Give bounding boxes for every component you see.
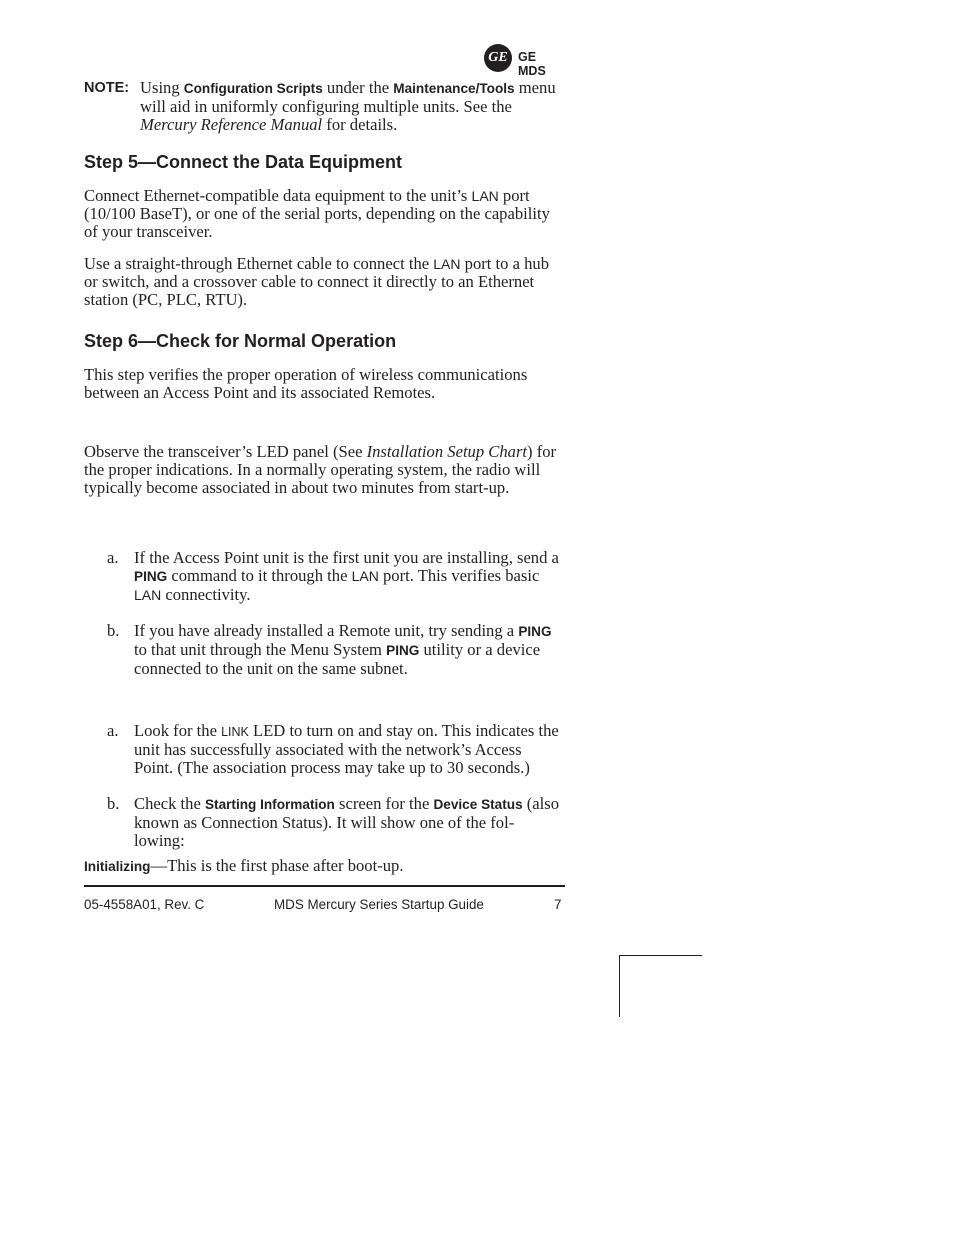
crop-mark-vertical: [619, 955, 620, 1017]
keyword-starting-information: Starting Information: [204, 797, 335, 812]
item-text: screen for the: [334, 794, 434, 813]
note-text: under the: [322, 78, 394, 97]
keyword-maintenance-tools: Maintenance/Tools: [393, 81, 515, 96]
step6-paragraph-2: [84, 443, 564, 497]
list-item-letter: a.: [107, 548, 119, 567]
step6-paragraph-1: This step verifies the proper operation of wireless communications between an Access Point and its associated Remotes.: [84, 365, 528, 402]
list-item-letter: a.: [107, 721, 119, 740]
initializing-line: [84, 857, 564, 876]
note-body: [140, 79, 570, 134]
item-text: LED to turn on and stay on. This indicates the unit has successfully associated with the network’s Access Point. (The association process may take up to 30 seconds.): [134, 721, 559, 777]
note-text: Using: [140, 78, 184, 97]
item-text: (also known as Connection Status). It will show one of the fol-lowing:: [134, 794, 560, 850]
crop-mark-horizontal: [619, 955, 702, 956]
brand-name: GE MDS: [518, 50, 546, 78]
step5-heading: Step 5—Connect the Data Equipment: [84, 152, 403, 172]
keyword-ping: PING: [386, 643, 420, 658]
list-item-letter: b.: [107, 794, 120, 813]
keyword-lan: LAN: [134, 587, 162, 603]
keyword-link: LINK: [221, 725, 249, 739]
keyword-ping: PING: [518, 624, 552, 639]
para-text: ) for the proper indications. In a normally operating system, the radio will typically become associated in about two minutes from start-up.: [84, 442, 557, 497]
item-text: connectivity.: [161, 585, 251, 604]
para-text: Observe the transceiver’s LED panel (See: [84, 442, 367, 461]
item-text: utility or a device connected to the unit on the same subnet.: [134, 640, 541, 678]
note-text: menu will aid in uniformly configuring multiple units. See the: [140, 78, 556, 116]
footer-page-number: 7: [554, 897, 562, 912]
item-text: port. This verifies basic: [378, 566, 540, 585]
para-text: port (10/100 BaseT), or one of the serial ports, depending on the capability of your transceiver.: [84, 186, 550, 241]
item-text: to that unit through the Menu System: [134, 640, 387, 659]
list-item: [134, 549, 564, 604]
item-text: command to it through the: [167, 566, 352, 585]
keyword-lan: LAN: [351, 568, 379, 584]
item-text: Check the: [134, 794, 205, 813]
footer-title: MDS Mercury Series Startup Guide: [274, 897, 484, 912]
list-item: [134, 622, 564, 678]
list-item-letter: b.: [107, 621, 120, 640]
note-text: for details.: [322, 115, 398, 134]
keyword-ping: PING: [134, 569, 168, 584]
para-text: Use a straight-through Ethernet cable to connect the: [84, 254, 434, 273]
para-text: port to a hub or switch, and a crossover cable to connect it directly to an Ethernet station (PC, PLC, RTU).: [84, 254, 549, 309]
note-label: NOTE:: [84, 80, 130, 96]
list-item: [134, 795, 564, 850]
chart-reference: Installation Setup Chart: [366, 442, 528, 461]
footer-doc-number: 05-4558A01, Rev. C: [84, 897, 205, 912]
step5-paragraph-2: [84, 255, 564, 309]
ge-mds-logo: [484, 44, 564, 78]
keyword-device-status: Device Status: [433, 797, 523, 812]
keyword-lan: LAN: [471, 188, 499, 204]
keyword-lan: LAN: [433, 256, 461, 272]
item-text: If the Access Point unit is the first unit you are installing, send a: [134, 548, 559, 567]
para-text: Connect Ethernet-compatible data equipment to the unit’s: [84, 186, 472, 205]
item-text: If you have already installed a Remote unit, try sending a: [134, 621, 519, 640]
footer-rule: [84, 885, 565, 887]
term-initializing: Initializing: [84, 859, 151, 874]
manual-reference: Mercury Reference Manual: [140, 115, 323, 134]
ge-logo-icon: GE: [484, 44, 512, 72]
term-description: —This is the first phase after boot-up.: [150, 856, 404, 875]
list-item: [134, 722, 564, 777]
step5-paragraph-1: [84, 187, 564, 241]
keyword-configuration-scripts: Configuration Scripts: [183, 81, 323, 96]
item-text: Look for the: [134, 721, 222, 740]
step6-heading: Step 6—Check for Normal Operation: [84, 331, 397, 351]
